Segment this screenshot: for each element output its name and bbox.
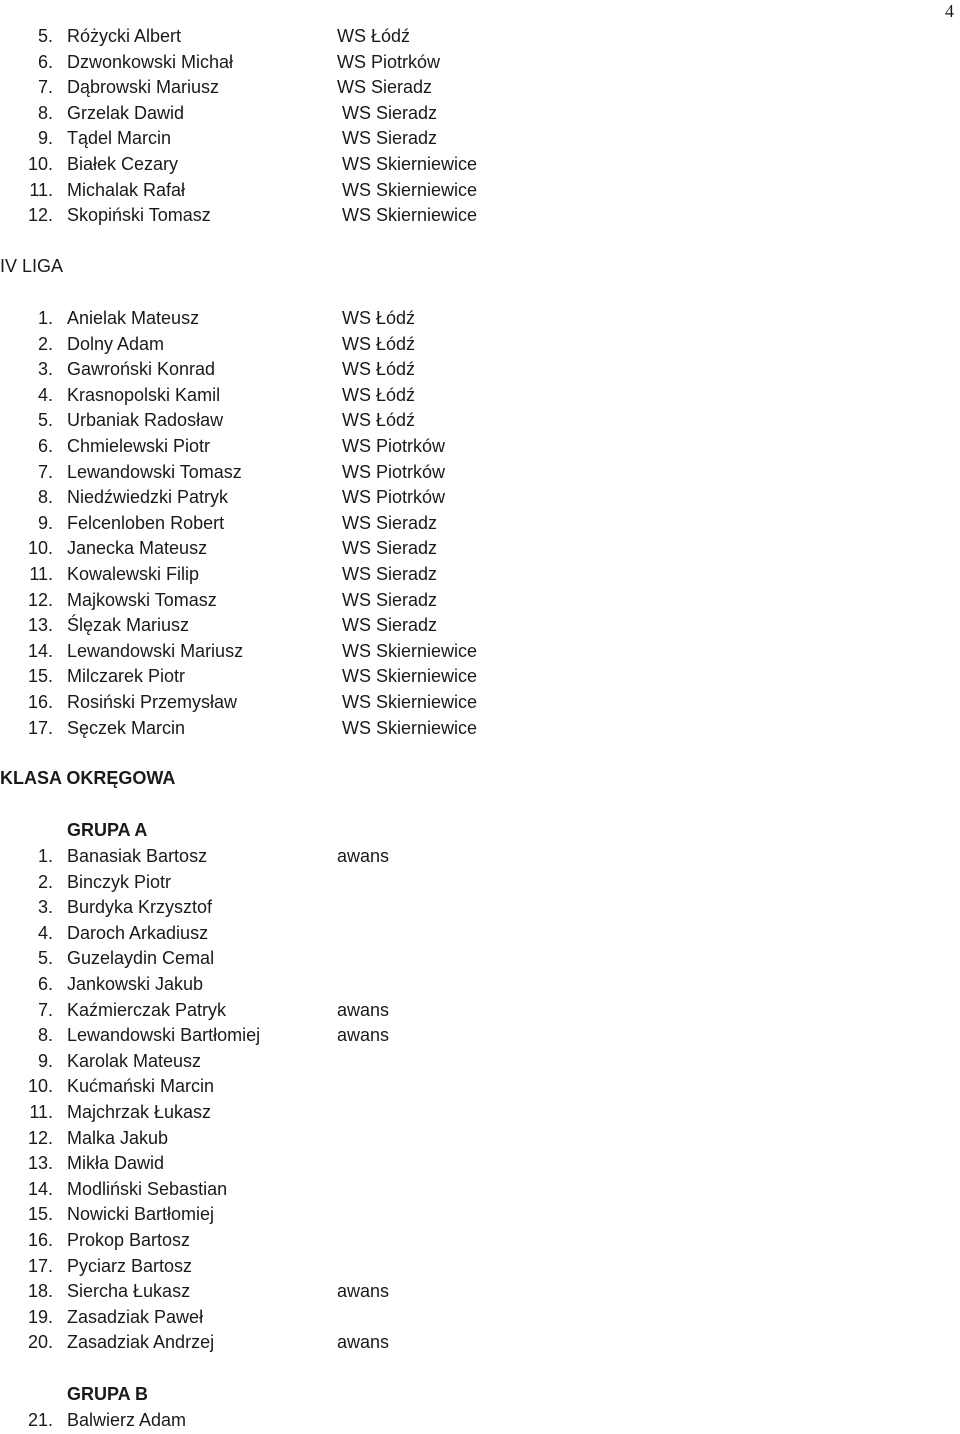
section-title-klasa-okregowa: KLASA OKRĘGOWA: [0, 768, 176, 788]
player-name: Guzelaydin Cemal: [67, 948, 215, 969]
player-name: Sęczek Marcin: [67, 717, 186, 738]
player-name: Lewandowski Bartłomiej: [67, 1025, 261, 1046]
list-item: [0, 434, 960, 460]
list-item: [0, 562, 960, 588]
club-name: WS Sieradz: [342, 615, 438, 636]
player-name: Zasadziak Paweł: [67, 1306, 204, 1327]
player-name: Zasadziak Andrzej: [67, 1332, 215, 1353]
item-number: 15.: [27, 666, 53, 687]
player-list-top: [0, 24, 960, 229]
list-item: [0, 716, 960, 742]
list-item: [0, 1023, 960, 1049]
club-name: WS Sieradz: [342, 563, 438, 584]
item-number: 17.: [27, 717, 53, 738]
club-name: WS Skierniewice: [342, 717, 478, 738]
list-item: [0, 1279, 960, 1305]
list-item: [0, 1100, 960, 1126]
item-number: 11.: [29, 563, 53, 584]
list-item: [0, 383, 960, 409]
club-name: WS Skierniewice: [342, 179, 478, 200]
player-name: Milczarek Piotr: [67, 666, 186, 687]
item-number: 10.: [27, 538, 53, 559]
player-name: Białek Cezary: [67, 153, 179, 174]
item-number: 12.: [27, 205, 53, 226]
group-title-b: GRUPA B: [67, 1384, 148, 1404]
club-name: WS Piotrków: [342, 461, 446, 482]
item-number: 7.: [37, 461, 53, 482]
player-name: Różycki Albert: [67, 26, 182, 46]
list-item: [0, 664, 960, 690]
player-name: Modliński Sebastian: [67, 1178, 228, 1199]
list-item: [0, 332, 960, 358]
club-name: WS Sieradz: [342, 128, 438, 149]
player-name: Kaźmierczak Patryk: [67, 999, 227, 1020]
club-name: WS Sieradz: [342, 589, 438, 610]
list-item: [0, 1151, 960, 1177]
club-name: WS Sieradz: [342, 538, 438, 559]
player-list-group-b: [0, 1408, 960, 1434]
item-number: 2.: [37, 871, 53, 892]
status-note: awans: [337, 1025, 390, 1046]
list-item: [0, 24, 960, 50]
club-name: WS Piotrków: [342, 435, 446, 456]
player-name: Chmielewski Piotr: [67, 435, 211, 456]
list-item: [0, 1330, 960, 1356]
item-number: 16.: [27, 691, 53, 712]
list-item: [0, 126, 960, 152]
item-number: 6.: [37, 51, 53, 72]
item-number: 10.: [27, 1076, 53, 1097]
club-name: WS Sieradz: [342, 512, 438, 533]
list-item: [0, 203, 960, 229]
club-name: WS Sieradz: [342, 102, 438, 123]
player-name: Daroch Arkadiusz: [67, 922, 209, 943]
club-name: WS Piotrków: [342, 487, 446, 508]
player-name: Kućmański Marcin: [67, 1076, 215, 1097]
list-item: [0, 1049, 960, 1075]
group-title-a: GRUPA A: [67, 820, 148, 840]
player-name: Ślęzak Mariusz: [67, 615, 190, 636]
club-name: WS Piotrków: [337, 51, 441, 72]
item-number: 11.: [29, 1101, 53, 1122]
item-number: 4.: [37, 384, 53, 405]
player-name: Skopiński Tomasz: [67, 205, 211, 226]
list-item: [0, 613, 960, 639]
list-item: [0, 511, 960, 537]
list-item: [0, 152, 960, 178]
player-name: Dzwonkowski Michał: [67, 51, 234, 72]
player-name: Malka Jakub: [67, 1127, 169, 1148]
list-item: [0, 1228, 960, 1254]
list-item: [0, 639, 960, 665]
player-name: Binczyk Piotr: [67, 871, 172, 892]
item-number: 9.: [37, 1050, 53, 1071]
player-name: Dąbrowski Mariusz: [67, 77, 220, 98]
item-number: 8.: [37, 1025, 53, 1046]
player-name: Lewandowski Mariusz: [67, 640, 244, 661]
list-item: [0, 1074, 960, 1100]
list-item: [0, 998, 960, 1024]
list-item: [0, 75, 960, 101]
player-name: Urbaniak Radosław: [67, 410, 224, 431]
list-item: [0, 1202, 960, 1228]
player-name: Mikła Dawid: [67, 1153, 165, 1174]
player-name: Kowalewski Filip: [67, 563, 200, 584]
list-item: [0, 946, 960, 972]
club-name: WS Skierniewice: [342, 640, 478, 661]
status-note: awans: [337, 1281, 390, 1302]
player-name: Balwierz Adam: [67, 1410, 187, 1430]
item-number: 19.: [27, 1306, 53, 1327]
item-number: 2.: [37, 333, 53, 354]
item-number: 21.: [27, 1410, 53, 1430]
club-name: WS Łódź: [342, 359, 416, 380]
list-item: [0, 408, 960, 434]
item-number: 8.: [37, 487, 53, 508]
item-number: 14.: [27, 1178, 53, 1199]
item-number: 1.: [37, 308, 53, 328]
item-number: 17.: [27, 1255, 53, 1276]
club-name: WS Skierniewice: [342, 691, 478, 712]
player-name: Banasiak Bartosz: [67, 846, 208, 866]
player-name: Siercha Łukasz: [67, 1281, 191, 1302]
item-number: 10.: [27, 153, 53, 174]
player-name: Krasnopolski Kamil: [67, 384, 221, 405]
list-item: [0, 1305, 960, 1331]
item-number: 4.: [37, 922, 53, 943]
player-name: Dolny Adam: [67, 333, 165, 354]
list-item: [0, 460, 960, 486]
item-number: 3.: [37, 897, 53, 918]
club-name: WS Sieradz: [337, 77, 433, 98]
status-note: awans: [337, 846, 390, 866]
list-item: [0, 1177, 960, 1203]
item-number: 8.: [37, 102, 53, 123]
item-number: 6.: [37, 973, 53, 994]
list-item: [0, 690, 960, 716]
list-item: [0, 306, 960, 332]
player-name: Majchrzak Łukasz: [67, 1101, 212, 1122]
player-name: Felcenloben Robert: [67, 512, 225, 533]
player-name: Majkowski Tomasz: [67, 589, 217, 610]
list-item: [0, 844, 960, 870]
item-number: 5.: [37, 26, 53, 46]
player-name: Burdyka Krzysztof: [67, 897, 213, 918]
list-item: [0, 1254, 960, 1280]
item-number: 9.: [37, 512, 53, 533]
player-name: Jankowski Jakub: [67, 973, 204, 994]
player-name: Anielak Mateusz: [67, 308, 200, 328]
player-name: Rosiński Przemysław: [67, 691, 238, 712]
list-item: [0, 921, 960, 947]
club-name: WS Skierniewice: [342, 153, 478, 174]
list-item: [0, 50, 960, 76]
item-number: 14.: [27, 640, 53, 661]
item-number: 12.: [27, 1127, 53, 1148]
club-name: WS Łódź: [342, 308, 416, 328]
page-number: 4: [945, 1, 954, 21]
section-title-iv-liga: IV LIGA: [0, 256, 64, 276]
list-item: [0, 1408, 960, 1434]
item-number: 5.: [37, 410, 53, 431]
item-number: 6.: [37, 435, 53, 456]
list-item: [0, 485, 960, 511]
club-name: WS Łódź: [342, 410, 416, 431]
list-item: [0, 178, 960, 204]
club-name: WS Łódź: [342, 384, 416, 405]
item-number: 13.: [27, 615, 53, 636]
player-name: Karolak Mateusz: [67, 1050, 202, 1071]
list-item: [0, 1126, 960, 1152]
item-number: 11.: [29, 179, 53, 200]
list-item: [0, 895, 960, 921]
item-number: 7.: [37, 999, 53, 1020]
player-name: Tądel Marcin: [67, 128, 172, 149]
club-name: WS Skierniewice: [342, 666, 478, 687]
club-name: WS Łódź: [342, 333, 416, 354]
list-item: [0, 870, 960, 896]
item-number: 7.: [37, 77, 53, 98]
player-name: Lewandowski Tomasz: [67, 461, 242, 482]
player-name: Gawroński Konrad: [67, 359, 216, 380]
player-name: Niedźwiedzki Patryk: [67, 487, 229, 508]
status-note: awans: [337, 1332, 390, 1353]
list-item: [0, 972, 960, 998]
item-number: 5.: [37, 948, 53, 969]
item-number: 1.: [37, 846, 53, 866]
list-item: [0, 588, 960, 614]
item-number: 20.: [27, 1332, 53, 1353]
player-name: Pyciarz Bartosz: [67, 1255, 193, 1276]
status-note: awans: [337, 999, 390, 1020]
player-name: Michalak Rafał: [67, 179, 186, 200]
club-name: WS Łódź: [337, 26, 411, 46]
item-number: 16.: [27, 1229, 53, 1250]
item-number: 13.: [27, 1153, 53, 1174]
list-item: [0, 357, 960, 383]
list-item: [0, 536, 960, 562]
player-name: Prokop Bartosz: [67, 1229, 191, 1250]
item-number: 15.: [27, 1204, 53, 1225]
player-list-group-a: [0, 844, 960, 1356]
player-name: Nowicki Bartłomiej: [67, 1204, 215, 1225]
club-name: WS Skierniewice: [342, 205, 478, 226]
list-item: [0, 101, 960, 127]
item-number: 12.: [27, 589, 53, 610]
player-name: Janecka Mateusz: [67, 538, 208, 559]
player-name: Grzelak Dawid: [67, 102, 185, 123]
item-number: 18.: [27, 1281, 53, 1302]
item-number: 9.: [37, 128, 53, 149]
player-list-iv-liga: [0, 306, 960, 741]
item-number: 3.: [37, 359, 53, 380]
